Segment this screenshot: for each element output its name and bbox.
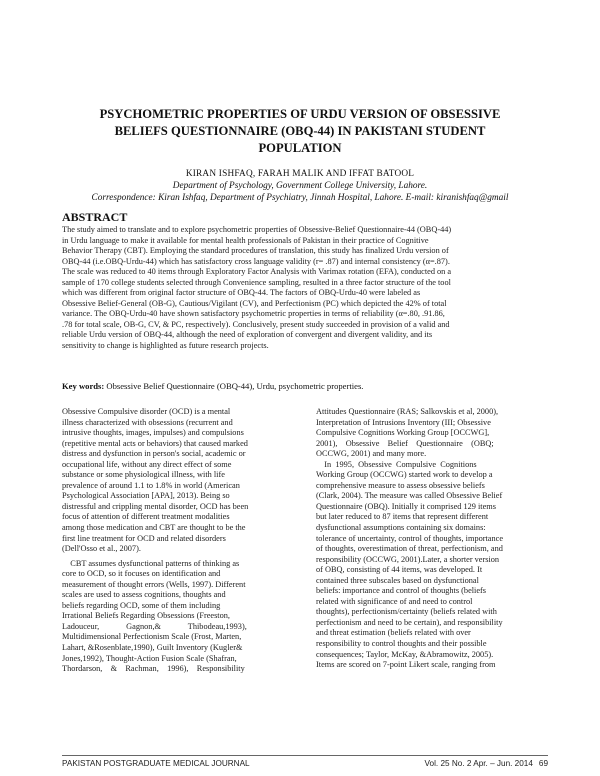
footer-issue-info [425,759,548,768]
keywords-text: Obsessive Belief Questionnaire (OBQ-44), Urdu, psychometric properties. [104,381,364,391]
body-line: Irrational Beliefs Regarding Obsessions (Freeston, [62,611,230,621]
abstract-line: Behavior Therapy (CBT). Employing the standard procedures of translation, this study has finalized Urdu version of [62,246,449,255]
author-names: KIRAN ISHFAQ, FARAH MALIK AND IFFAT BATOOL [185,169,415,179]
affiliation: Department of Psychology, Government College University, Lahore. [172,181,428,191]
body-line: CBT assumes dysfunctional patterns of thinking as [62,558,240,568]
body-line: scales are used to assess cognitions, thoughts and [62,590,226,600]
body-line: beliefs: importance and control of thoughts (beliefs [316,586,487,596]
body-line: measurement of thought errors (Wells, 1997). Different [62,579,246,589]
body-line: Ladouceur, Gagnon,& Thibodeau,1993), [62,621,247,631]
body-line: beliefs regarding OCD, some of them including [62,600,221,610]
body-line: contained three subscales based on dysfunctional [316,575,479,585]
body-line: consequences; Taylor, McKay, &Abramowitz, 2005). [316,649,494,659]
body-line: Obsessive Compulsive disorder (OCD) is a mental [62,407,231,416]
body-line: substance or some physiological illness, with life [62,470,225,480]
body-line: but later reduced to 87 items that represent different [316,512,489,522]
body-line: Interpretation of Intrusions Inventory (III; Obsessive [316,417,491,427]
body-line: Compulsive Cognitions Working Group [OCCWG], [316,428,490,438]
abstract-line: The scale was reduced to 40 items through Exploratory Factor Analysis with Varimax rotation (EFA), conducted on a [62,267,452,276]
body-line: responsibility to control thoughts and their possible [316,639,487,649]
article-title [70,106,530,157]
body-line: Working Group (OCCWG) started work to develop a [316,470,493,480]
body-line: occupational life, without any direct effect of some [62,459,232,469]
body-line: focus of attention of different treatment modalities [62,512,230,522]
body-line: first line treatment for OCD and related disorders [62,533,226,543]
footer-issue: Vol. 25 No. 2 Apr. – Jun. 2014 [424,759,533,768]
abstract-heading: ABSTRACT [62,210,128,224]
body-line: Multidimensional Perfectionism Scale (Frost, Marten, [62,632,242,642]
keywords [62,381,546,391]
body-line: and threat estimation (beliefs related with over [316,628,471,638]
page-number: 69 [538,759,548,768]
body-line: of thoughts, overestimation of threat, perfectionism, and [316,544,503,554]
keywords-label: Key words: [62,381,105,391]
body-line: related with significance of and need to control [316,596,473,606]
body-line: distress and dysfunction in person's social, academic or [62,449,246,459]
body-line: illness characterized with obsessions (recurrent and [62,417,233,427]
abstract-line: variance. The OBQ-Urdu-40 have shown satisfactory psychometric properties in terms of reliability (α=.80, .91.86, [62,309,445,318]
body-line: among those medication and CBT are thought to be the [62,523,246,533]
body-line: perfectionism and need to be certain), and responsibility [316,617,503,627]
abstract-line: which was different from original factor structure of OBQ-44. The factors of OBQ-Urdu-40 were labeled as [62,288,421,297]
title-line: PSYCHOMETRIC PROPERTIES OF URDU VERSION OF OBSESSIVE [99,107,501,121]
body-line: In 1995, Obsessive Compulsive Cognitions [316,459,477,469]
body-line: thoughts), perfectionism/certainty (beliefs related with [316,607,497,617]
footer-journal-name: PAKISTAN POSTGRADUATE MEDICAL JOURNAL [62,759,250,768]
title-line: BELIEFS QUESTIONNAIRE (OBQ-44) IN PAKISTANI STUDENT [114,124,486,138]
body-line: OCCWG, 2001) and many more. [316,449,427,459]
body-line: comprehensive measure to assess obsessive beliefs [316,480,485,490]
body-line: distressful and crippling mental disorder, OCD has been [62,501,249,511]
body-line: Questionnaire (OBQ). Initially it comprised 129 items [316,501,496,511]
abstract-line: .78 for total scale, OB-G, CV, & PC, respectively). Conclusively, present study succeeded in provision of a valid and [62,319,450,329]
abstract-line: Obsessive Belief-General (OB-G), Cautious/Vigilant (CV), and Perfectionism (PC) which depicted the 42% of total [62,298,447,308]
body-line: Items are scored on 7-point Likert scale, ranging from [316,660,496,670]
abstract-line: in Urdu language to make it available for mental health professionals of Pakistan in their practice of Cognitive [62,235,429,245]
body-line: core to OCD, so it focuses on identification and [62,569,221,579]
body-line: (Clark, 2004). The measure was called Obsessive Belief [316,491,503,501]
body-line: Psychological Association [APA], 2013). Being so [62,491,230,501]
body-column-left [62,407,280,675]
abstract-line: sample of 170 college students selected through Convenience sampling, resulted in a three factor structure of the tool [62,277,451,287]
body-line: of OBQ, consisting of 44 items, was developed. It [316,565,483,575]
abstract-line: OBQ-44 (i.e.OBQ-Urdu-44) which has satisfactory cross language validity (r= .87) and internal consistency (α=.87). [62,256,450,266]
body-line: 2001), Obsessive Belief Questionnaire (OBQ; [316,438,494,448]
abstract-line: The study aimed to translate and to explore psychometric properties of Obsessive-Belief Questionnaire-44 (OBQ-44) [62,225,452,234]
body-line: intrusive thoughts, images, impulses) and compulsions [62,428,244,438]
body-line: Attitudes Questionnaire (RAS; Salkovskis et al, 2000), [316,407,499,416]
body-line: responsibility (OCCWG, 2001).Later, a shorter version [316,554,500,564]
abstract-line: reliable Urdu version of OBQ-44, although the need of exploration of convergent and divergent validity, and its [62,330,433,339]
author-block [60,168,540,204]
body-column-right [316,407,548,671]
abstract-body [62,225,546,351]
footer-divider [62,755,548,756]
body-line: prevalence of around 1.1 to 1.8% in world (American [62,480,240,490]
body-line: (Dell'Osso et al., 2007). [62,544,141,554]
body-line: (repetitive mental acts or behaviors) that caused marked [62,438,248,448]
body-line: dysfunctional assumptions containing six domains: [316,523,486,533]
body-line: Jones,1992), Thought-Action Fusion Scale (Shafran, [62,653,237,663]
body-line: Thordarson, & Rachman, 1996), Responsibility [62,664,245,674]
abstract-line: sensitivity to change is highlighted as future research projects. [62,340,269,350]
body-line: tolerance of uncertainty, control of thoughts, importance [316,533,503,543]
correspondence: Correspondence: Kiran Ishfaq, Department of Psychiatry, Jinnah Hospital, Lahore. E-mail: kiranishfaq@gmail [91,193,509,203]
title-line: POPULATION [258,141,342,155]
body-line: Lahart, &Rosenblate,1990), Guilt Inventory (Kugler& [62,643,243,653]
